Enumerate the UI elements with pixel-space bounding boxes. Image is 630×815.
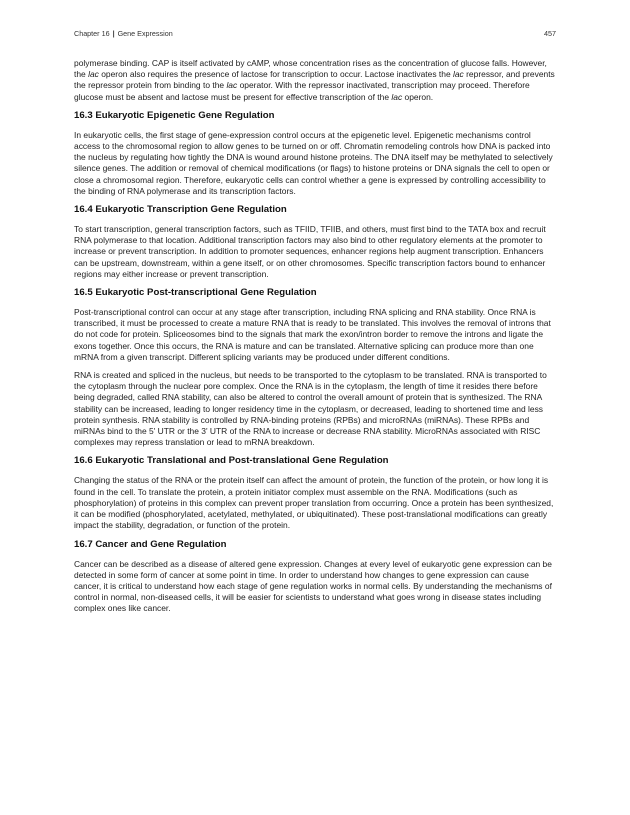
lac-italic: lac	[88, 69, 99, 80]
section-16-3-paragraph: In eukaryotic cells, the first stage of gene-expression control occurs at the epigenetic level. Epigenetic mechanisms control access to the chromosomal region to allow genes to be turned on or off. Chromatin remodeling controls how DNA is packed into the nucleus by regulating how tightly the DNA is wound around histone proteins. The DNA itself may be methylated to selectively silence genes. The addition or removal of chemical modifications (or flags) to histone proteins or DNA signals the cell to open or close a chromosomal region. Therefore, eukaryotic cells can control whether a gene is expressed by controlling accessibility to the binding of RNA polymerase and its transcription factors.	[74, 129, 553, 196]
section-heading-16-3: 16.3 Eukaryotic Epigenetic Gene Regulation	[74, 109, 275, 121]
section-heading-16-4: 16.4 Eukaryotic Transcription Gene Regulation	[74, 204, 287, 216]
lac-italic: lac	[452, 69, 464, 80]
intro-text-4: operator. With the repressor inactivated, transcription may proceed. Therefore glucose must be absent and lactose must be present for effective transcription of the	[74, 80, 530, 102]
section-heading-16-7: 16.7 Cancer and Gene Regulation	[74, 538, 227, 550]
chapter-label	[74, 29, 173, 38]
running-header	[74, 27, 556, 39]
intro-text-2: operon also requires the presence of lactose for transcription to occur. Lactose inactivates the	[98, 69, 453, 80]
section-heading-16-5: 16.5 Eukaryotic Post-transcriptional Gene Regulation	[74, 287, 317, 299]
chapter-number: Chapter 16	[74, 28, 110, 38]
intro-text-1: polymerase binding. CAP is itself activated by cAMP, whose concentration rises as the concentration of glucose falls. However, the	[74, 58, 547, 80]
intro-text-5: operon.	[402, 91, 434, 102]
section-16-6-paragraph: Changing the status of the RNA or the protein itself can affect the amount of protein, the function of the protein, or how long it is found in the cell. To translate the protein, a protein initiator complex must assemble on the RNA. Modifications (such as phosphorylation) of proteins in this complex can prevent proper translation from occurring. Once a protein has been synthesized, it can be modified (phosphorylated, acetylated, methylated, or ubiquitinated). These post-translational modifications can greatly impact the stability, degradation, or function of the protein.	[74, 475, 554, 531]
section-16-5-paragraph-2: RNA is created and spliced in the nucleus, but needs to be transported to the cytoplasm to be translated. RNA is transported to the cytoplasm through the nuclear pore complex. Once the RNA is in the cytoplasm, the length of time it resides there before being degraded, called RNA stability, can also be altered to control the overall amount of protein that is synthesized. The RNA stability can be increased, leading to longer residency time in the cytoplasm, or decreased, leading to shortened time and less protein synthesis. RNA stability is controlled by RNA-binding proteins (RPBs) and microRNAs (miRNAs). These RPBs and miRNAs bind to the 5' UTR or the 3' UTR of the RNA to increase or decrease RNA stability. MicroRNAs associated with RISC complexes may repress translation or lead to mRNA breakdown.	[74, 370, 547, 448]
page-number: 457	[544, 28, 556, 38]
chapter-title: Gene Expression	[117, 28, 173, 38]
section-heading-16-6: 16.6 Eukaryotic Translational and Post-translational Gene Regulation	[74, 455, 389, 467]
section-16-4-paragraph: To start transcription, general transcription factors, such as TFIID, TFIIB, and others, must first bind to the TATA box and recruit RNA polymerase to that location. Additional transcription factors may also bind to other regulatory elements at the promoter to increase or prevent transcription. In addition to promoter sequences, enhancer regions help augment transcription. Enhancers can be upstream, downstream, within a gene itself, or on other chromosomes. Specific transcription factors bound to enhancer regions may either increase or prevent transcription.	[74, 224, 546, 279]
intro-text-3: repressor, and prevents the repressor protein from binding to the	[74, 69, 555, 91]
section-16-7-paragraph: Cancer can be described as a disease of altered gene expression. Changes at every level of eukaryotic gene expression can be detected in some form of cancer at some point in time. In order to understand how changes to gene expression can cause cancer, it is critical to understand how each stage of gene regulation works in normal cells. By understanding the mechanisms of control in normal, non-diseased cells, it will be easier for scientists to understand what goes wrong in disease states including complex ones like cancer.	[74, 558, 552, 614]
lac-italic: lac	[226, 80, 238, 91]
section-16-5-paragraph-1: Post-transcriptional control can occur at any stage after transcription, including RNA splicing and RNA stability. Once RNA is transcribed, it must be processed to create a mature RNA that is ready to be translated. This involves the removal of introns that do not code for protein. Spliceosomes bind to the signals that mark the exon/intron border to remove the introns and ligate the exons together. Once this occurs, the RNA is mature and can be translated. Alternative splicing can produce more than one mRNA from a given transcript. Different splicing variants may be produced under different conditions.	[74, 307, 551, 362]
page-content	[74, 58, 556, 622]
lac-italic: lac	[391, 91, 403, 102]
header-separator: |	[112, 28, 115, 38]
intro-paragraph	[74, 58, 556, 103]
